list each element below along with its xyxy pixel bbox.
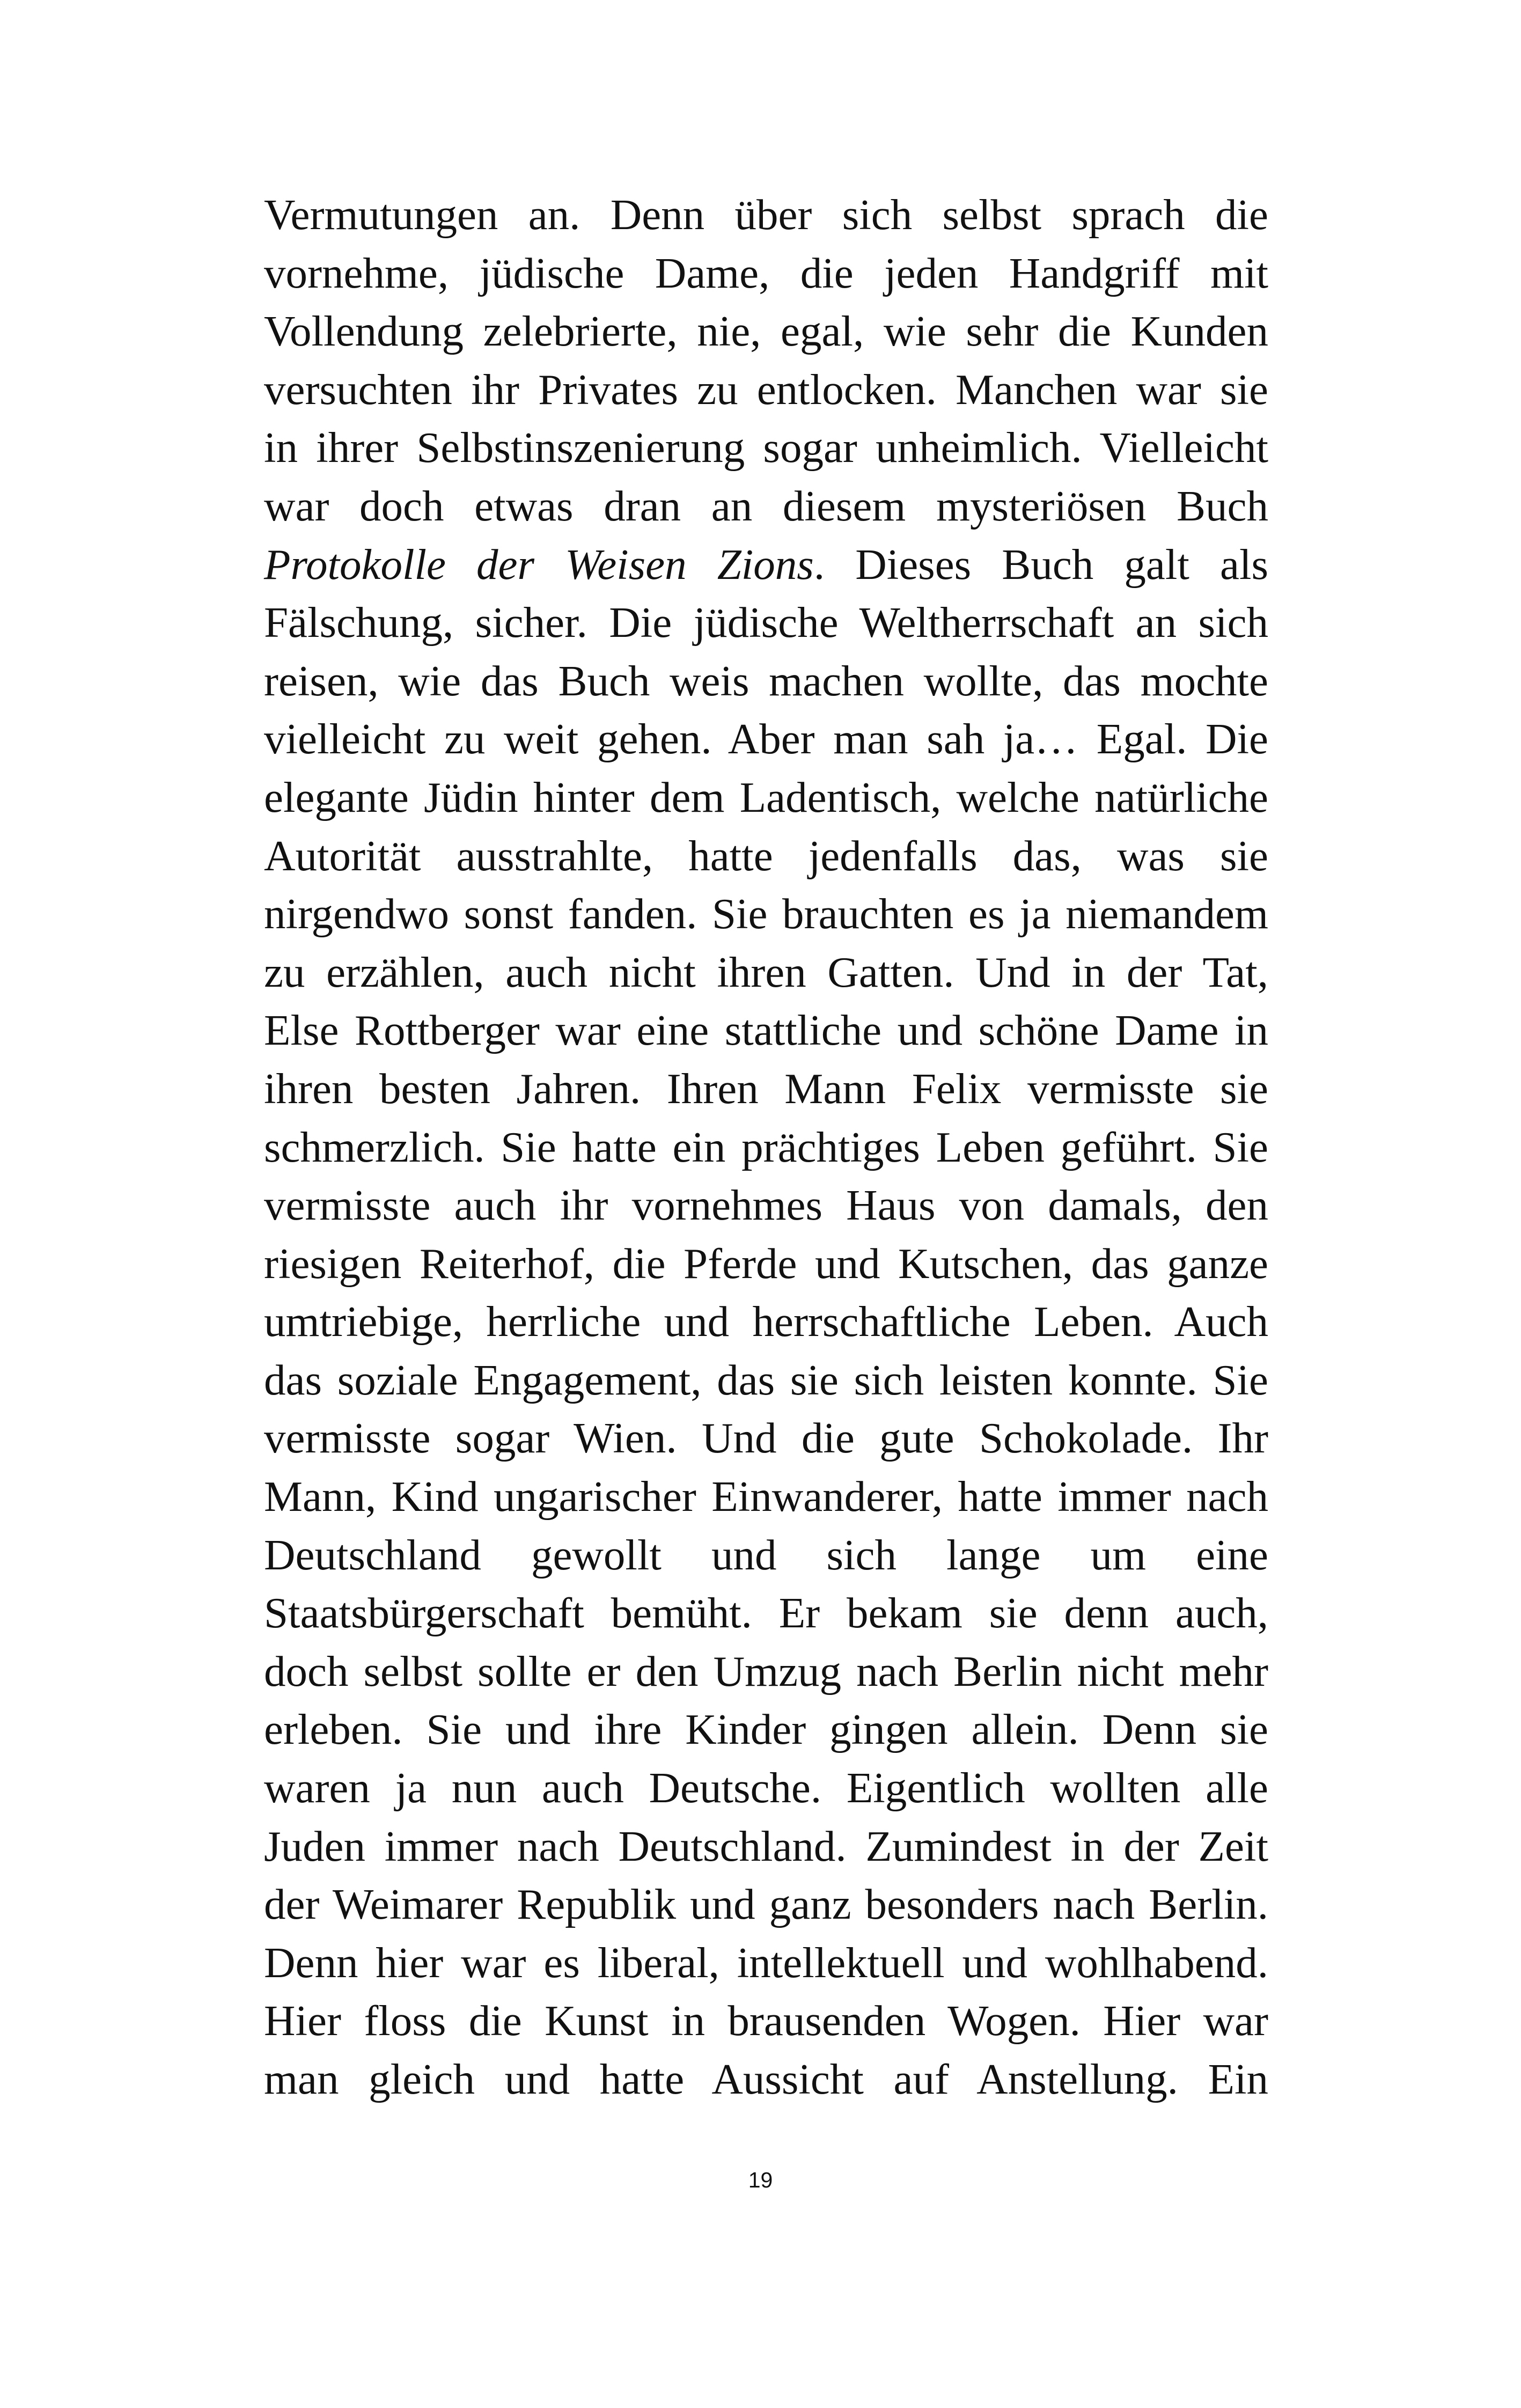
text-line: vornehme, jüdische Dame, die jeden Handgriff mit	[264, 248, 1268, 297]
text-line-remainder: . Dieses Buch galt als	[813, 540, 1268, 589]
page-number: 19	[748, 2168, 773, 2192]
text-line: vermisste sogar Wien. Und die gute Schokolade. Ihr	[264, 1414, 1268, 1463]
body-text	[264, 186, 1268, 2109]
text-line: doch selbst sollte er den Umzug nach Berlin nicht mehr	[264, 1647, 1268, 1695]
text-line: Else Rottberger war eine stattliche und schöne Dame in	[264, 1006, 1268, 1055]
text-line: man gleich und hatte Aussicht auf Anstellung. Ein	[264, 2055, 1268, 2103]
text-line: schmerzlich. Sie hatte ein prächtiges Leben geführt. Sie	[264, 1122, 1268, 1171]
text-line: in ihrer Selbstinszenierung sogar unheimlich. Vielleicht	[264, 423, 1268, 472]
text-line: Vermutungen an. Denn über sich selbst sprach die	[264, 190, 1268, 239]
text-line: Hier floss die Kunst in brausenden Wogen. Hier war	[264, 1996, 1268, 2045]
text-line: umtriebige, herrliche und herrschaftliche Leben. Auch	[264, 1297, 1268, 1346]
text-line: versuchten ihr Privates zu entlocken. Manchen war sie	[264, 365, 1268, 414]
text-line: Fälschung, sicher. Die jüdische Weltherrschaft an sich	[264, 598, 1268, 647]
text-line	[264, 535, 1268, 594]
text-line: Autorität ausstrahlte, hatte jedenfalls das, was sie	[264, 831, 1268, 880]
text-line: erleben. Sie und ihre Kinder gingen allein. Denn sie	[264, 1705, 1268, 1754]
text-line: waren ja nun auch Deutsche. Eigentlich wollten alle	[264, 1764, 1268, 1812]
text-line: Denn hier war es liberal, intellektuell und wohlhabend.	[264, 1938, 1268, 1987]
text-line: vielleicht zu weit gehen. Aber man sah ja… Egal. Die	[264, 715, 1268, 763]
text-line: Deutschland gewollt und sich lange um eine	[264, 1530, 1268, 1579]
text-line: reisen, wie das Buch weis machen wollte, das mochte	[264, 656, 1268, 705]
text-line: elegante Jüdin hinter dem Ladentisch, welche natürliche	[264, 773, 1268, 821]
text-line: riesigen Reiterhof, die Pferde und Kutschen, das ganze	[264, 1239, 1268, 1288]
text-line: Juden immer nach Deutschland. Zumindest in der Zeit	[264, 1822, 1268, 1870]
text-line: der Weimarer Republik und ganz besonders nach Berlin.	[264, 1880, 1268, 1929]
text-line: nirgendwo sonst fanden. Sie brauchten es ja niemandem	[264, 890, 1268, 938]
text-line: war doch etwas dran an diesem mysteriösen Buch	[264, 481, 1268, 530]
book-title-italic: Protokolle der Weisen Zions	[264, 540, 814, 589]
text-line: zu erzählen, auch nicht ihren Gatten. Und in der Tat,	[264, 948, 1268, 996]
text-line: Mann, Kind ungarischer Einwanderer, hatte immer nach	[264, 1472, 1268, 1521]
text-line: ihren besten Jahren. Ihren Mann Felix vermisste sie	[264, 1064, 1268, 1113]
text-line: Staatsbürgerschaft bemüht. Er bekam sie denn auch,	[264, 1589, 1268, 1638]
text-line: vermisste auch ihr vornehmes Haus von damals, den	[264, 1181, 1268, 1230]
text-line: das soziale Engagement, das sie sich leisten konnte. Sie	[264, 1355, 1268, 1404]
text-line: Vollendung zelebrierte, nie, egal, wie sehr die Kunden	[264, 307, 1268, 356]
